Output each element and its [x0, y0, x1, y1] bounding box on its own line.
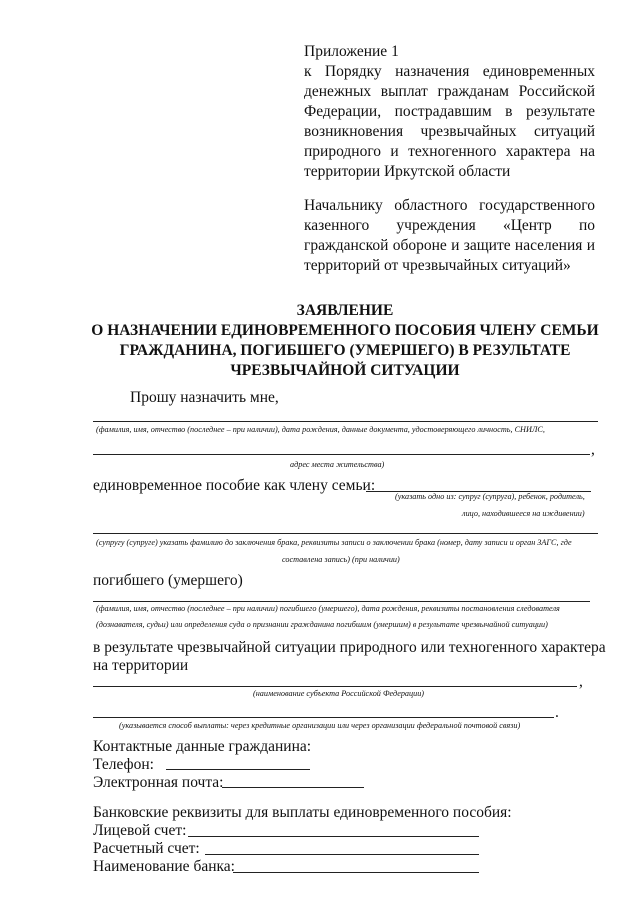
payment-method-input-line[interactable]	[93, 717, 554, 718]
addressee-line: территорий от чрезвычайных ситуаций»	[304, 257, 571, 274]
contacts-heading: Контактные данные гражданина:	[93, 738, 312, 755]
bank-name-input-line[interactable]	[233, 872, 479, 873]
emergency-line-2: на территории	[93, 657, 189, 674]
caption-applicant: (фамилия, имя, отчество (последнее – при наличии), дата рождения, данные документа, удостоверяющего личность, СНИЛС,	[96, 425, 545, 434]
caption-member-1: (указать одно из: супруг (супруга), ребенок, родитель,	[395, 492, 585, 501]
spouse-details-input-line[interactable]	[93, 533, 598, 534]
caption-spouse-1: (супругу (супруге) указать фамилию до заключения брака, реквизиты записи о заключении брака (номер, дату записи и орган ЗАГС, где	[96, 538, 572, 547]
request-text: Прошу назначить мне,	[130, 389, 279, 406]
applicant-address-input-line[interactable]	[93, 454, 590, 455]
caption-member-2: лицо, находившееся на иждивении)	[462, 509, 585, 518]
personal-account-label: Лицевой счет:	[93, 822, 187, 839]
heading-line: ГРАЖДАНИНА, ПОГИБШЕГО (УМЕРШЕГО) В РЕЗУЛЬТАТЕ	[119, 342, 571, 359]
allowance-label: единовременное пособие как члену семьи:	[93, 477, 376, 494]
deceased-label: погибшего (умершего)	[93, 572, 243, 589]
appendix-line: возникновения чрезвычайных ситуаций	[304, 123, 595, 140]
settlement-account-input-line[interactable]	[205, 854, 479, 855]
addressee-line: гражданской обороне и защите населения и	[304, 237, 595, 254]
addressee-block	[304, 196, 595, 276]
applicant-input-line[interactable]	[93, 421, 598, 422]
phone-input-line[interactable]	[166, 769, 310, 770]
appendix-line: природного и техногенного характера на	[304, 143, 595, 160]
region-input-line[interactable]	[93, 686, 577, 687]
email-label: Электронная почта:	[93, 774, 224, 791]
appendix-line: Федерации, пострадавшим в результате	[304, 103, 595, 120]
personal-account-input-line[interactable]	[188, 836, 479, 837]
phone-label: Телефон:	[93, 756, 154, 773]
deceased-details-input-line[interactable]	[93, 601, 590, 602]
appendix-block	[304, 42, 595, 182]
caption-region: (наименование субъекта Российской Федерации)	[253, 689, 425, 698]
heading-line: ЗАЯВЛЕНИЕ	[296, 302, 394, 319]
document-heading	[90, 301, 600, 381]
appendix-title: Приложение 1	[304, 43, 399, 60]
appendix-line: денежных выплат гражданам Российской	[304, 83, 595, 100]
appendix-line: территории Иркутской области	[304, 163, 511, 180]
bank-heading: Банковские реквизиты для выплаты единовременного пособия:	[93, 804, 512, 821]
caption-deceased-1: (фамилия, имя, отчество (последнее – при наличии) погибшего (умершего), дата рождения, реквизиты постановления следователя	[96, 604, 560, 613]
bank-name-label: Наименование банка:	[93, 858, 235, 875]
caption-deceased-2: (дознавателя, судьи) или определения суда о признании гражданина погибшим (умершим) в результате чрезвычайной ситуации)	[96, 620, 548, 629]
caption-spouse-2: составлена запись) (при наличии)	[282, 555, 400, 564]
comma: ,	[579, 673, 583, 690]
caption-address: адрес места жительства)	[290, 460, 385, 469]
comma: ,	[591, 441, 595, 458]
emergency-line-1: в результате чрезвычайной ситуации природного или техногенного характера	[93, 639, 606, 656]
heading-line: ЧРЕЗВЫЧАЙНОЙ СИТУАЦИИ	[230, 362, 460, 379]
period: .	[555, 704, 559, 721]
settlement-account-label: Расчетный счет:	[93, 840, 200, 857]
appendix-line: к Порядку назначения единовременных	[304, 63, 595, 80]
addressee-line: казенного учреждения «Центр по	[304, 217, 595, 234]
caption-payment: (указывается способ выплаты: через кредитные организации или через организации федеральной почтовой связи)	[119, 721, 521, 730]
heading-line: О НАЗНАЧЕНИИ ЕДИНОВРЕМЕННОГО ПОСОБИЯ ЧЛЕНУ СЕМЬИ	[91, 322, 599, 339]
addressee-line: Начальнику областного государственного	[304, 197, 595, 214]
email-input-line[interactable]	[222, 787, 364, 788]
